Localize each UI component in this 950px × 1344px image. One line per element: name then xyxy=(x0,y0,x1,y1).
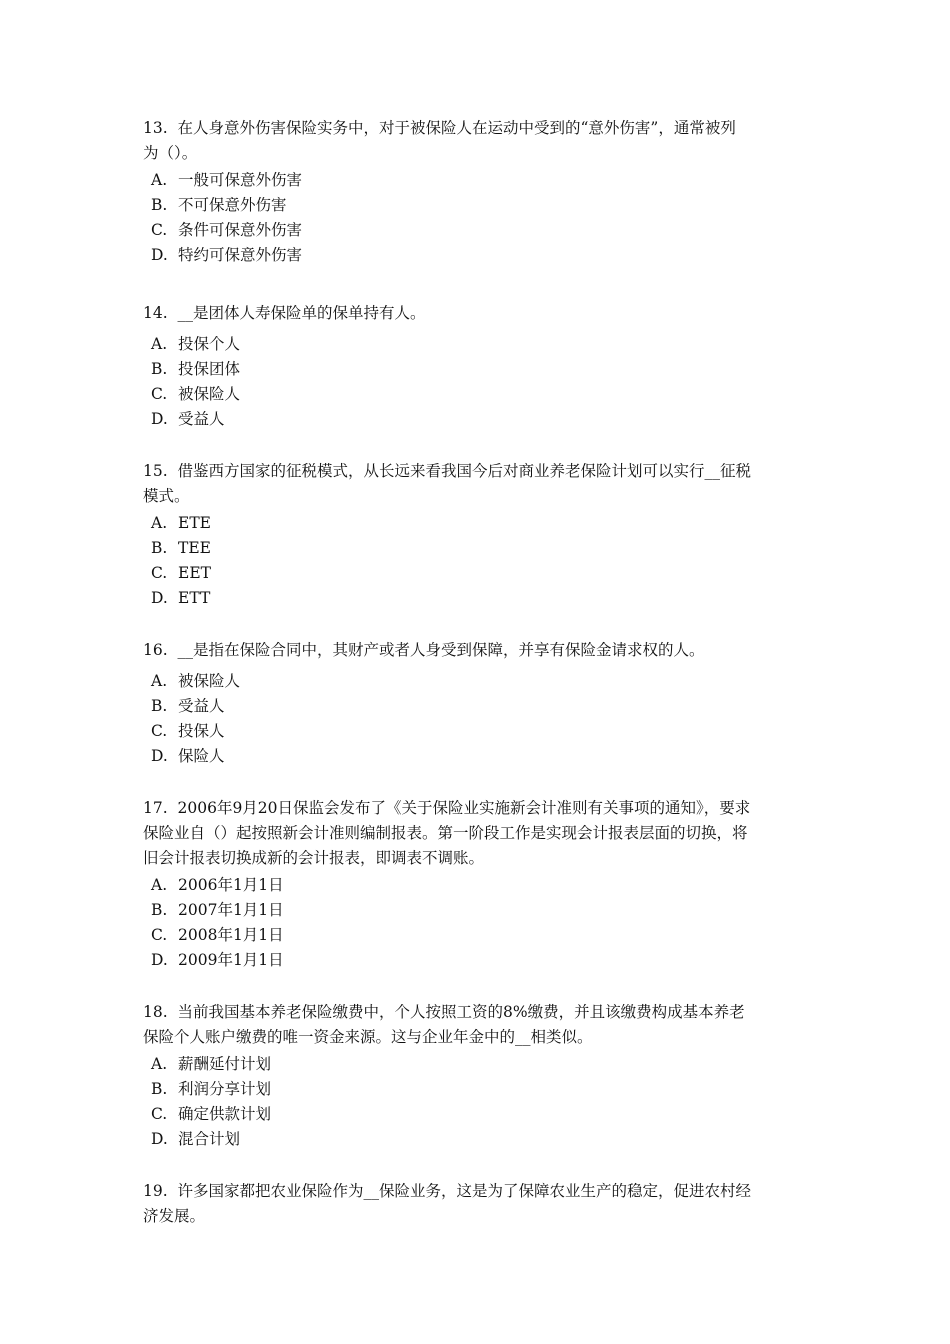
question-text-line: 保险个人账户缴费的唯一资金来源。这与企业年金中的__相类似。 xyxy=(143,1028,593,1046)
option-list xyxy=(143,168,808,268)
option-text: 薪酬延付计划 xyxy=(178,1055,272,1073)
option-text: 混合计划 xyxy=(178,1130,241,1148)
option-text: 被保险人 xyxy=(178,385,241,403)
question-text-line: 旧会计报表切换成新的会计报表，即调表不调账。 xyxy=(143,849,485,867)
option-letter: C. xyxy=(151,722,168,740)
option-text: 2009年1月1日 xyxy=(178,951,284,969)
option-d xyxy=(143,744,808,769)
option-letter: C. xyxy=(151,385,168,403)
option-a xyxy=(143,669,808,694)
option-letter: D. xyxy=(151,951,168,969)
question-text-line: 模式。 xyxy=(143,487,190,505)
document-page xyxy=(143,116,808,1229)
option-b xyxy=(143,536,808,561)
option-text: 特约可保意外伤害 xyxy=(178,246,303,264)
option-c xyxy=(143,923,808,948)
option-a xyxy=(143,511,808,536)
option-list xyxy=(143,511,808,611)
option-a xyxy=(143,873,808,898)
option-text: 不可保意外伤害 xyxy=(178,196,287,214)
option-c xyxy=(143,1102,808,1127)
option-b xyxy=(143,1077,808,1102)
option-letter: C. xyxy=(151,926,168,944)
option-text: 受益人 xyxy=(178,697,225,715)
question-text-line: 18. 当前我国基本养老保险缴费中，个人按照工资的8%缴费，并且该缴费构成基本养老 xyxy=(143,1003,745,1021)
option-letter: C. xyxy=(151,221,168,239)
option-text: 确定供款计划 xyxy=(178,1105,272,1123)
question-16 xyxy=(143,638,808,769)
option-b xyxy=(143,357,808,382)
option-letter: D. xyxy=(151,589,168,607)
option-letter: B. xyxy=(151,1080,168,1098)
option-text: 保险人 xyxy=(178,747,225,765)
option-text: 2008年1月1日 xyxy=(178,926,284,944)
question-17 xyxy=(143,796,808,973)
question-13 xyxy=(143,116,808,268)
option-letter: D. xyxy=(151,246,168,264)
option-list xyxy=(143,669,808,769)
option-text: TEE xyxy=(178,539,211,557)
option-c xyxy=(143,719,808,744)
option-text: ETT xyxy=(178,589,211,607)
question-19 xyxy=(143,1179,808,1229)
option-b xyxy=(143,898,808,923)
option-letter: D. xyxy=(151,747,168,765)
option-text: 一般可保意外伤害 xyxy=(178,171,303,189)
option-text: EET xyxy=(178,564,211,582)
question-text-line: 保险业自（）起按照新会计准则编制报表。第一阶段工作是实现会计报表层面的切换，将 xyxy=(143,824,748,842)
option-d xyxy=(143,586,808,611)
option-letter: A. xyxy=(151,1055,168,1073)
option-text: 利润分享计划 xyxy=(178,1080,272,1098)
option-text: 投保人 xyxy=(178,722,225,740)
option-text: ETE xyxy=(178,514,211,532)
option-list xyxy=(143,873,808,973)
option-letter: B. xyxy=(151,539,168,557)
option-text: 被保险人 xyxy=(178,672,241,690)
question-text-line: 为（）。 xyxy=(143,144,198,162)
option-letter: A. xyxy=(151,876,168,894)
option-text: 条件可保意外伤害 xyxy=(178,221,303,239)
option-c xyxy=(143,218,808,243)
option-letter: A. xyxy=(151,514,168,532)
option-a xyxy=(143,1052,808,1077)
option-letter: C. xyxy=(151,564,168,582)
option-letter: B. xyxy=(151,901,168,919)
option-a xyxy=(143,168,808,193)
option-text: 投保个人 xyxy=(178,335,241,353)
option-list xyxy=(143,1052,808,1152)
question-text-line: 15. 借鉴西方国家的征税模式，从长远来看我国今后对商业养老保险计划可以实行__征税 xyxy=(143,462,752,480)
option-letter: C. xyxy=(151,1105,168,1123)
option-letter: A. xyxy=(151,672,168,690)
option-d xyxy=(143,1127,808,1152)
option-d xyxy=(143,243,808,268)
option-letter: D. xyxy=(151,1130,168,1148)
option-letter: B. xyxy=(151,196,168,214)
option-letter: A. xyxy=(151,171,168,189)
option-d xyxy=(143,407,808,432)
question-text-line: 13. 在人身意外伤害保险实务中，对于被保险人在运动中受到的“意外伤害”，通常被列 xyxy=(143,119,736,137)
question-14 xyxy=(143,301,808,432)
option-letter: D. xyxy=(151,410,168,428)
option-text: 2007年1月1日 xyxy=(178,901,284,919)
option-a xyxy=(143,332,808,357)
option-text: 投保团体 xyxy=(178,360,241,378)
option-c xyxy=(143,382,808,407)
question-text-line: 19. 许多国家都把农业保险作为__保险业务，这是为了保障农业生产的稳定，促进农村经 xyxy=(143,1182,752,1200)
option-letter: B. xyxy=(151,360,168,378)
option-d xyxy=(143,948,808,973)
option-c xyxy=(143,561,808,586)
option-b xyxy=(143,193,808,218)
question-18 xyxy=(143,1000,808,1152)
option-b xyxy=(143,694,808,719)
option-text: 2006年1月1日 xyxy=(178,876,284,894)
question-15 xyxy=(143,459,808,611)
option-list xyxy=(143,332,808,432)
option-text: 受益人 xyxy=(178,410,225,428)
question-text-line: 17. 2006年9月20日保监会发布了《关于保险业实施新会计准则有关事项的通知》，要求 xyxy=(143,799,751,817)
option-letter: B. xyxy=(151,697,168,715)
question-text-line: 济发展。 xyxy=(143,1207,206,1225)
option-letter: A. xyxy=(151,335,168,353)
question-text-line: 14. __是团体人寿保险单的保单持有人。 xyxy=(143,304,426,322)
question-text-line: 16. __是指在保险合同中，其财产或者人身受到保障，并享有保险金请求权的人。 xyxy=(143,641,705,659)
